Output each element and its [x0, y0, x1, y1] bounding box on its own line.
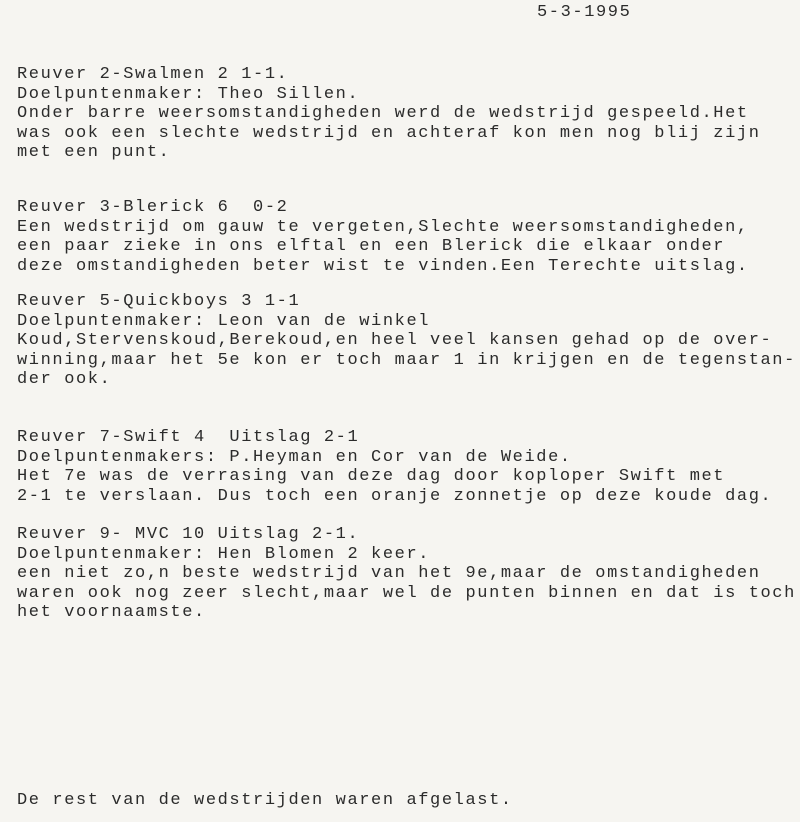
match-report-2 — [17, 198, 749, 276]
match-report-5 — [17, 525, 796, 623]
report-heading: Reuver 7-Swift 4 Uitslag 2-1 — [17, 428, 360, 447]
report-heading: Reuver 9- MVC 10 Uitslag 2-1. — [17, 525, 360, 544]
report-text: Onder barre weersomstandigheden werd de wedstrijd gespeeld.Het — [17, 104, 749, 123]
report-text: het voornaamste. — [17, 603, 206, 622]
report-scorer: Doelpuntenmaker: Theo Sillen. — [17, 84, 360, 104]
report-text: een niet zo,n beste wedstrijd van het 9e,maar de omstandigheden — [17, 564, 761, 583]
report-scorer: Doelpuntenmakers: P.Heyman en Cor van de Weide. — [17, 447, 572, 467]
report-scorer: Doelpuntenmaker: Hen Blomen 2 keer. — [17, 544, 431, 564]
report-text: deze omstandigheden beter wist te vinden.Een Terechte uitslag. — [17, 256, 749, 276]
report-text: een paar zieke in ons elftal en een Blerick die elkaar onder — [17, 237, 726, 256]
report-text: Koud,Stervenskoud,Berekoud,en heel veel kansen gehad op de over- — [17, 331, 773, 350]
report-text: Een wedstrijd om gauw te vergeten,Slechte weersomstandigheden, — [17, 217, 749, 237]
footer-note: De rest van de wedstrijden waren afgelast. — [17, 791, 513, 810]
report-text: was ook een slechte wedstrijd en achteraf kon men nog blij zijn — [17, 123, 761, 143]
report-text: der ook. — [17, 370, 112, 389]
report-text: Het 7e was de verrasing van deze dag door koploper Swift met — [17, 467, 726, 486]
match-report-4 — [17, 428, 772, 506]
report-text: winning,maar het 5e kon er toch maar 1 in krijgen en de tegenstan- — [17, 350, 796, 370]
report-heading: Reuver 2-Swalmen 2 1-1. — [17, 65, 289, 84]
report-scorer: Doelpuntenmaker: Leon van de winkel — [17, 311, 431, 331]
match-report-1 — [17, 65, 761, 163]
match-report-3 — [17, 292, 796, 390]
report-heading: Reuver 3-Blerick 6 0-2 — [17, 198, 289, 217]
report-text: waren ook nog zeer slecht,maar wel de punten binnen en dat is toch — [17, 583, 796, 603]
document-date: 5-3-1995 — [537, 3, 632, 22]
report-text: met een punt. — [17, 143, 171, 162]
report-heading: Reuver 5-Quickboys 3 1-1 — [17, 292, 301, 311]
report-text: 2-1 te verslaan. Dus toch een oranje zonnetje op deze koude dag. — [17, 486, 773, 506]
